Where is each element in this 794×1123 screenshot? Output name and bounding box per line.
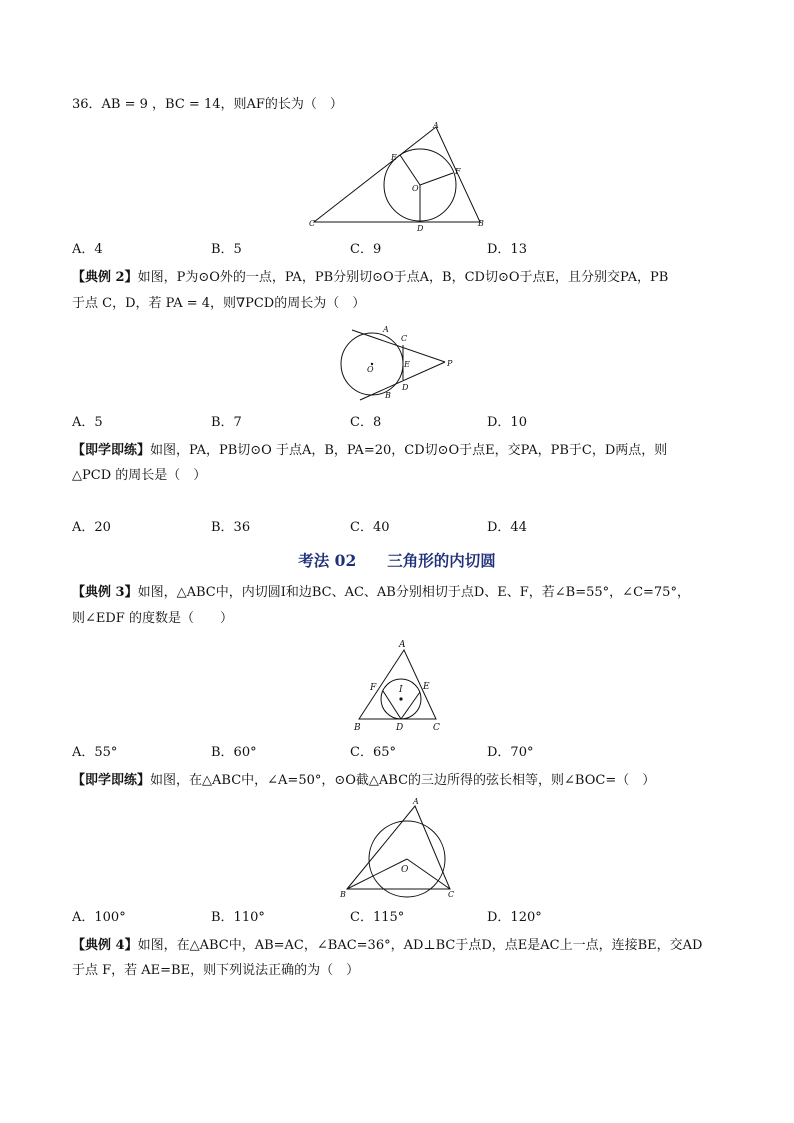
ex3-option-b[interactable]: B．60°: [211, 745, 257, 760]
ex4-tag: 【典例 4】: [72, 938, 138, 953]
q36-radius-of: [420, 173, 453, 185]
ex3-segment-df: [383, 691, 401, 719]
practice2-tag: 【即学即练】: [72, 773, 151, 788]
q36-label-e: E: [391, 153, 397, 162]
ex3-label-a: A: [399, 640, 406, 650]
ex3-line1: [72, 585, 690, 601]
ex2-label-c: C: [401, 334, 408, 343]
practice2-figure: [335, 794, 465, 904]
ex3-figure: [345, 636, 455, 736]
practice1-line2: △PCD 的周长是（ ）: [72, 468, 207, 483]
ex2-option-c[interactable]: C．8: [350, 415, 382, 430]
practice2-label-c: C: [448, 890, 455, 899]
ex2-option-d[interactable]: D．10: [487, 415, 527, 430]
q36-option-d[interactable]: D．13: [487, 242, 527, 257]
practice2-option-d[interactable]: D．120°: [487, 910, 542, 925]
ex2-options: [72, 415, 672, 431]
ex3-label-f: F: [370, 683, 377, 693]
ex2-label-a: A: [383, 325, 389, 334]
practice1-options: [72, 520, 672, 536]
q36-label-c: C: [309, 219, 316, 228]
ex3-segment-de: [401, 692, 420, 719]
practice1-option-a[interactable]: A．20: [72, 520, 111, 535]
practice1-line1: [72, 443, 667, 459]
practice2-options: [72, 910, 672, 926]
ex2-option-b[interactable]: B．7: [211, 415, 242, 430]
q36-text: 36．AB = 9 ，BC = 14，则AF的长为（ ）: [72, 97, 343, 112]
ex3-label-b: B: [354, 723, 361, 733]
practice1-tag: 【即学即练】: [72, 443, 151, 458]
ex2-text1: 如图，P为⊙O外的一点，PA，PB分别切⊙O于点A，B，CD切⊙O于点E，且分别交PA，PB: [137, 270, 669, 285]
q36-label-f: F: [455, 167, 461, 176]
q36-option-c[interactable]: C．9: [350, 242, 382, 257]
practice2-label-o: O: [401, 865, 409, 875]
q36-label-b: B: [478, 219, 484, 228]
practice1-text1: 如图，PA，PB切⊙O 于点A，B，PA=20，CD切⊙O于点E，交PA，PB于C，D两点，则: [150, 443, 668, 458]
practice2-label-a: A: [413, 797, 419, 806]
ex2-label-b: B: [385, 391, 391, 400]
q36-label-a: A: [433, 121, 439, 130]
practice2-segment-ob: [347, 859, 407, 889]
practice1-option-d[interactable]: D．44: [487, 520, 527, 535]
ex2-label-o: O: [367, 365, 374, 374]
ex2-label-d: D: [402, 383, 409, 392]
q36-option-b[interactable]: B．5: [211, 242, 242, 257]
ex2-figure: [330, 318, 460, 403]
ex2-tangent-pa: [352, 330, 445, 362]
ex2-option-a[interactable]: A．5: [72, 415, 103, 430]
section-title: 考法 02 三角形的内切圆: [298, 551, 496, 570]
practice2-option-a[interactable]: A．100°: [72, 910, 126, 925]
ex4-line1: [72, 938, 702, 954]
practice2-line1: [72, 773, 655, 789]
ex3-label-c: C: [433, 723, 440, 733]
ex4-line2: 于点 F，若 AE=BE，则下列说法正确的为（ ）: [72, 963, 360, 978]
practice1-option-c[interactable]: C．40: [350, 520, 390, 535]
practice2-text1: 如图，在△ABC中，∠A=50°，⊙O截△ABC的三边所得的弦长相等，则∠BOC=（ ）: [150, 773, 656, 788]
ex3-label-d: D: [396, 723, 404, 733]
ex3-option-a[interactable]: A．55°: [72, 745, 118, 760]
practice2-option-c[interactable]: C．115°: [350, 910, 405, 925]
practice2-option-b[interactable]: B．110°: [211, 910, 265, 925]
q36-option-a[interactable]: A．4: [72, 242, 103, 257]
ex2-line2: 于点 C，D，若 PA = 4，则∇PCD的周长为（ ）: [72, 296, 366, 311]
ex2-tag: 【典例 2】: [72, 270, 138, 285]
ex3-line2: 则∠EDF 的度数是（ ）: [72, 611, 233, 626]
ex3-center-dot: [399, 697, 402, 700]
ex3-option-c[interactable]: C．65°: [350, 745, 396, 760]
practice2-triangle: [347, 806, 450, 889]
practice2-label-b: B: [340, 890, 346, 899]
ex3-label-e: E: [423, 682, 430, 692]
ex2-line1: [72, 270, 668, 286]
ex2-label-e: E: [404, 360, 410, 369]
q36-options: [72, 242, 672, 258]
ex3-text1: 如图，△ABC中，内切圆I和边BC、AC、AB分别相切于点D、E、F，若∠B=55°，∠C=75°，: [137, 585, 690, 600]
q36-label-d: D: [417, 224, 424, 233]
ex4-text1: 如图，在△ABC中，AB=AC，∠BAC=36°，AD⊥BC于点D，点E是AC上一点，连接BE，交AD: [137, 938, 703, 953]
q36-radius-oe: [400, 155, 420, 185]
ex2-label-p: P: [447, 359, 453, 368]
ex3-option-d[interactable]: D．70°: [487, 745, 534, 760]
ex3-options: [72, 745, 672, 761]
ex3-tag: 【典例 3】: [72, 585, 138, 600]
q36-label-o: O: [412, 184, 419, 193]
q36-figure: [300, 118, 500, 238]
practice1-option-b[interactable]: B．36: [211, 520, 251, 535]
ex3-label-i: I: [399, 685, 403, 695]
